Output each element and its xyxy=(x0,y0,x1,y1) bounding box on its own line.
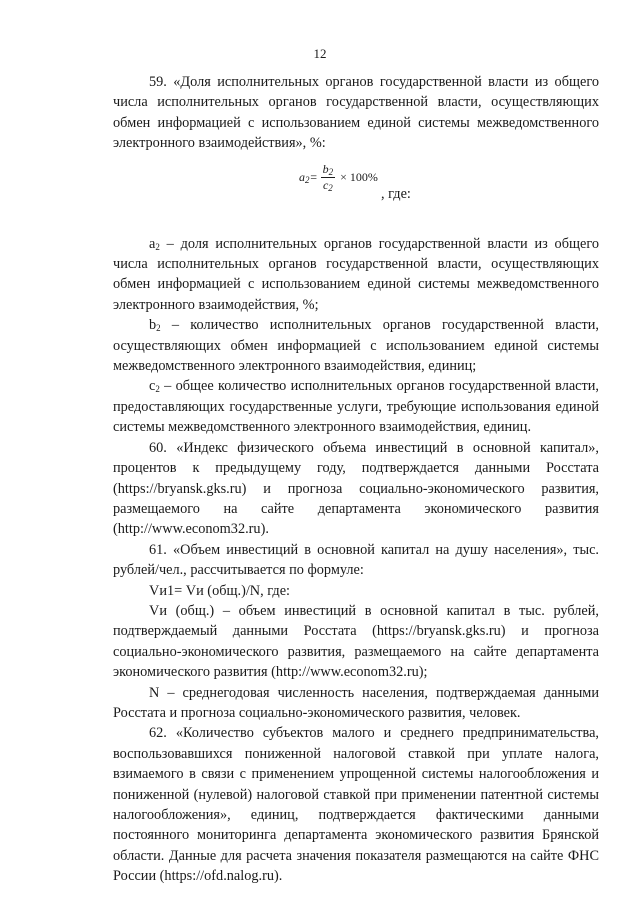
formula-a2-block xyxy=(113,162,599,228)
definition-b2: $b_2$ – количество исполнительных органов государственной власти, осуществляющих обмен информацией с использованием единой системы межведомственного электронного взаимодействия, единиц; xyxy=(113,317,599,375)
formula-fraction xyxy=(321,162,336,193)
formula-lhs: $a_2$ xyxy=(299,169,310,185)
formula-multiplier: × 100% xyxy=(340,169,378,184)
document-body xyxy=(113,72,599,887)
formula-equals: = xyxy=(309,169,318,184)
formula-vi1: Vи1= Vи (общ.)/N, где: xyxy=(149,582,291,599)
definition-n: N – среднегодовая численность населения, подтверждаемая данными Росстата и прогноза социально-экономического развития, человек. xyxy=(113,684,599,721)
item-62-paragraph: 62. «Количество субъектов малого и среднего предпринимательства, воспользовавшихся пониженной налоговой ставкой при уплате налога, взимаемого в связи с применением упрощенной системы налогообложения и пониженной (нулевой) налоговой ставкой при применении патентной системы налогообложения», единиц, подтверждается фактическими данными постоянного мониторинга департамента экономического развития Брянской области. Данные для расчета значения показателя размещаются на сайте ФНС России (https://ofd.nalog.ru). xyxy=(113,725,599,885)
item-60-paragraph: 60. «Индекс физического объема инвестиций в основной капитал», процентов к предыдущему году, подтверждается данными Росстата (https://bryansk.gks.ru) и прогноза социально-экономического развития, размещаемого на сайте департамента экономического развития (http://www.econom32.ru). xyxy=(113,439,599,538)
formula-a2 xyxy=(299,162,378,193)
item-59-paragraph: 59. «Доля исполнительных органов государственной власти из общего числа исполнительных органов государственной власти, осуществляющих обмен информацией с использованием единой системы межведомственного электронного взаимодействия», %: xyxy=(113,74,599,152)
formula-denominator: $c_2$ xyxy=(322,177,333,193)
definition-c2: $c_2$ – общее количество исполнительных органов государственной власти, предоставляющих государственные услуги, требующие использования единой системы межведомственного электронного взаимодействия, единиц. xyxy=(113,378,599,436)
definition-a2: $a_2$ – доля исполнительных органов государственной власти из общего числа исполнительных органов государственной власти, осуществляющих обмен информацией с использованием единой системы межведомственного электронного взаимодействия, %; xyxy=(113,235,599,313)
formula-where-label: , где: xyxy=(381,185,411,202)
formula-numerator: $b_2$ xyxy=(322,161,334,177)
page-number: 12 xyxy=(313,46,327,61)
item-61-paragraph: 61. «Объем инвестиций в основной капитал на душу населения», тыс. рублей/чел., рассчитывается по формуле: xyxy=(113,541,599,579)
definition-vi: Vи (общ.) – объем инвестиций в основной капитал в тыс. рублей, подтверждаемый данными Росстата (https://bryansk.gks.ru) и прогноза социально-экономического развития, размещаемого на сайте департамента экономического развития (http://www.econom32.ru); xyxy=(113,602,599,681)
